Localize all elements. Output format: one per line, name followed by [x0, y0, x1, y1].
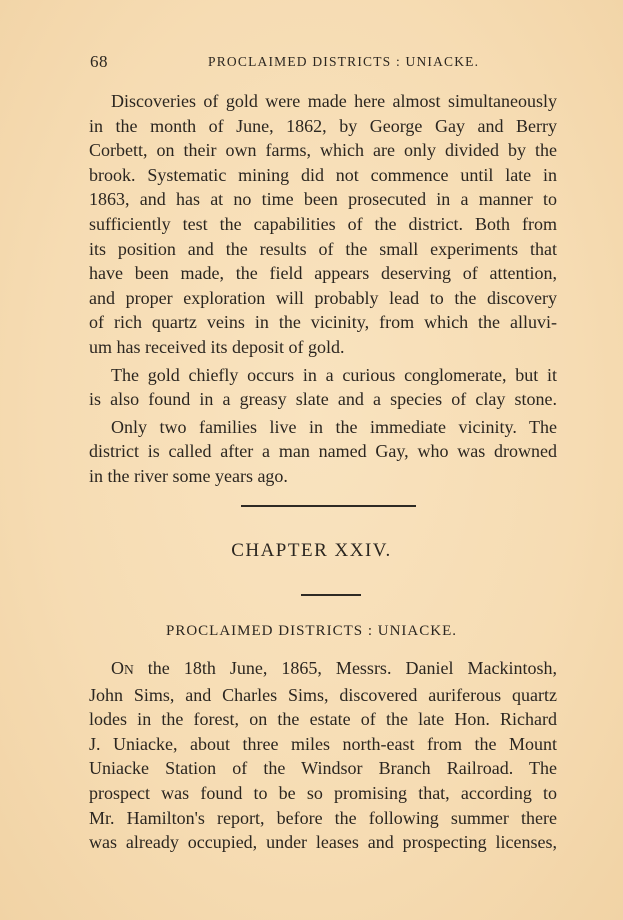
text-line: is also found in a greasy slate and a species of clay stone. — [89, 389, 557, 410]
text-line: John Sims, and Charles Sims, discovered auriferous quartz — [89, 684, 557, 705]
chapter-short-rule — [301, 594, 361, 596]
text-line: of rich quartz veins in the vicinity, from which the alluvi- — [89, 312, 557, 333]
text-line: and proper exploration will probably lead to the discovery — [89, 287, 557, 308]
text-line: prospect was found to be so promising that, according to — [89, 782, 557, 803]
chapter-heading: CHAPTER XXIV. — [231, 540, 392, 561]
page-number: 68 — [90, 52, 108, 71]
text-line: Only two families live in the immediate vicinity. The — [111, 416, 557, 437]
text-line: J. Uniacke, about three miles north-east from the Mount — [89, 733, 557, 754]
paragraph-families — [89, 415, 557, 489]
chapter-subheading: PROCLAIMED DISTRICTS : UNIACKE. — [165, 623, 457, 639]
text-line: Discoveries of gold were made here almost simultaneously — [111, 91, 557, 111]
text-line: sufficiently test the capabilities of the district. Both from — [89, 213, 557, 234]
text-line: The gold chiefly occurs in a curious conglomerate, but it — [111, 364, 557, 385]
small-caps: N — [124, 662, 134, 677]
text-line: was already occupied, under leases and prospecting licenses, — [89, 832, 557, 853]
text-line: its position and the results of the small experiments that — [89, 238, 557, 259]
paragraph-conglomerate — [89, 363, 557, 412]
text-line-opening — [89, 656, 557, 683]
section-divider-rule — [241, 505, 416, 507]
section-gay-district — [89, 89, 557, 489]
text-line: 1863, and has at no time been prosecuted in a manner to — [89, 189, 557, 210]
running-title: PROCLAIMED DISTRICTS : UNIACKE. — [208, 54, 480, 69]
text-line: um has received its deposit of gold. — [89, 336, 345, 357]
text-line: in the month of June, 1862, by George Gay and Berry — [89, 115, 557, 136]
text-line: brook. Systematic mining did not commence until late in — [89, 164, 557, 185]
text-line: in the river some years ago. — [89, 465, 288, 486]
opening-text: the 18th June, 1865, Messrs. Daniel Mackintosh, — [133, 658, 557, 678]
text-line: lodes in the forest, on the estate of the late Hon. Richard — [89, 709, 557, 730]
drop-initial: O — [111, 658, 124, 678]
paragraph-discoveries — [89, 89, 557, 360]
running-head — [90, 52, 558, 74]
section-uniacke — [89, 656, 557, 855]
text-line: have been made, the field appears deserving of attention, — [89, 263, 557, 284]
text-line: Corbett, on their own farms, which are only divided by the — [89, 140, 557, 161]
text-line: Uniacke Station of the Windsor Branch Railroad. The — [89, 758, 557, 779]
text-line: Mr. Hamilton's report, before the following summer there — [89, 807, 557, 828]
text-line: district is called after a man named Gay, who was drowned — [89, 441, 557, 462]
